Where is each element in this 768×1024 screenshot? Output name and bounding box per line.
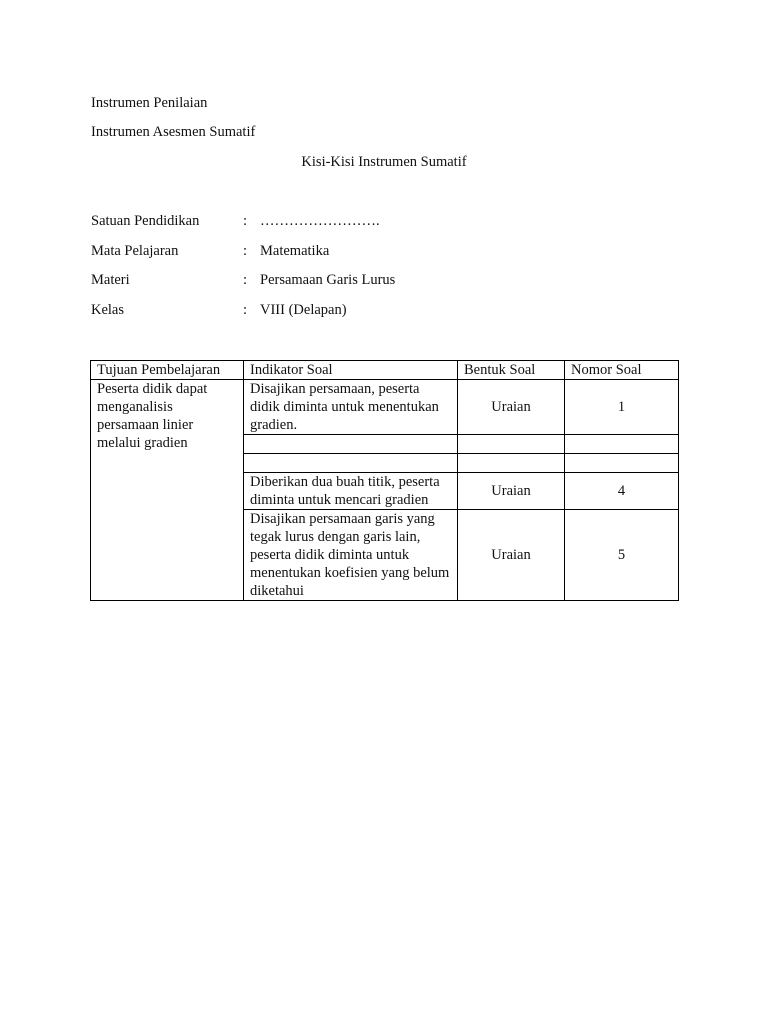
indikator-cell xyxy=(244,454,458,473)
bentuk-cell: Uraian xyxy=(458,473,565,510)
kisi-kisi-table xyxy=(90,360,679,601)
meta-colon: : xyxy=(243,272,248,288)
column-header-bentuk-soal: Bentuk Soal xyxy=(458,361,565,380)
table-row xyxy=(91,380,679,435)
indikator-cell: Disajikan persamaan garis yang tegak lurus dengan garis lain, peserta didik diminta untuk menentukan koefisien yang belum diketahui xyxy=(244,510,458,601)
meta-value: Matematika xyxy=(260,243,330,259)
meta-label: Materi xyxy=(91,272,130,288)
meta-label: Mata Pelajaran xyxy=(91,243,179,259)
document-heading-line-2: Instrumen Asesmen Sumatif xyxy=(91,124,256,140)
column-header-indikator-soal: Indikator Soal xyxy=(244,361,458,380)
indikator-cell xyxy=(244,435,458,454)
bentuk-cell: Uraian xyxy=(458,510,565,601)
document-title: Kisi-Kisi Instrumen Sumatif xyxy=(301,154,467,170)
meta-label: Satuan Pendidikan xyxy=(91,213,200,229)
nomor-cell xyxy=(565,435,679,454)
bentuk-cell xyxy=(458,435,565,454)
meta-value: VIII (Delapan) xyxy=(260,302,347,318)
meta-row-materi xyxy=(91,271,691,289)
nomor-cell: 5 xyxy=(565,510,679,601)
meta-row-mata-pelajaran xyxy=(91,242,691,260)
bentuk-cell: Uraian xyxy=(458,380,565,435)
meta-value: ……………………. xyxy=(260,213,380,229)
tujuan-pembelajaran-cell: Peserta didik dapat menganalisis persamaan linier melalui gradien xyxy=(91,380,244,601)
meta-label: Kelas xyxy=(91,302,125,318)
meta-colon: : xyxy=(243,302,248,318)
meta-colon: : xyxy=(243,213,248,229)
nomor-cell: 4 xyxy=(565,473,679,510)
column-header-nomor-soal: Nomor Soal xyxy=(565,361,679,380)
bentuk-cell xyxy=(458,454,565,473)
document-heading-line-1: Instrumen Penilaian xyxy=(91,95,208,111)
indikator-cell: Diberikan dua buah titik, peserta diminta untuk mencari gradien xyxy=(244,473,458,510)
column-header-tujuan-pembelajaran: Tujuan Pembelajaran xyxy=(91,361,244,380)
meta-value: Persamaan Garis Lurus xyxy=(260,272,396,288)
meta-row-kelas xyxy=(91,301,691,319)
table-header-row xyxy=(91,361,679,380)
indikator-cell: Disajikan persamaan, peserta didik diminta untuk menentukan gradien. xyxy=(244,380,458,435)
meta-row-satuan-pendidikan xyxy=(91,212,691,230)
meta-colon: : xyxy=(243,243,248,259)
nomor-cell: 1 xyxy=(565,380,679,435)
nomor-cell xyxy=(565,454,679,473)
